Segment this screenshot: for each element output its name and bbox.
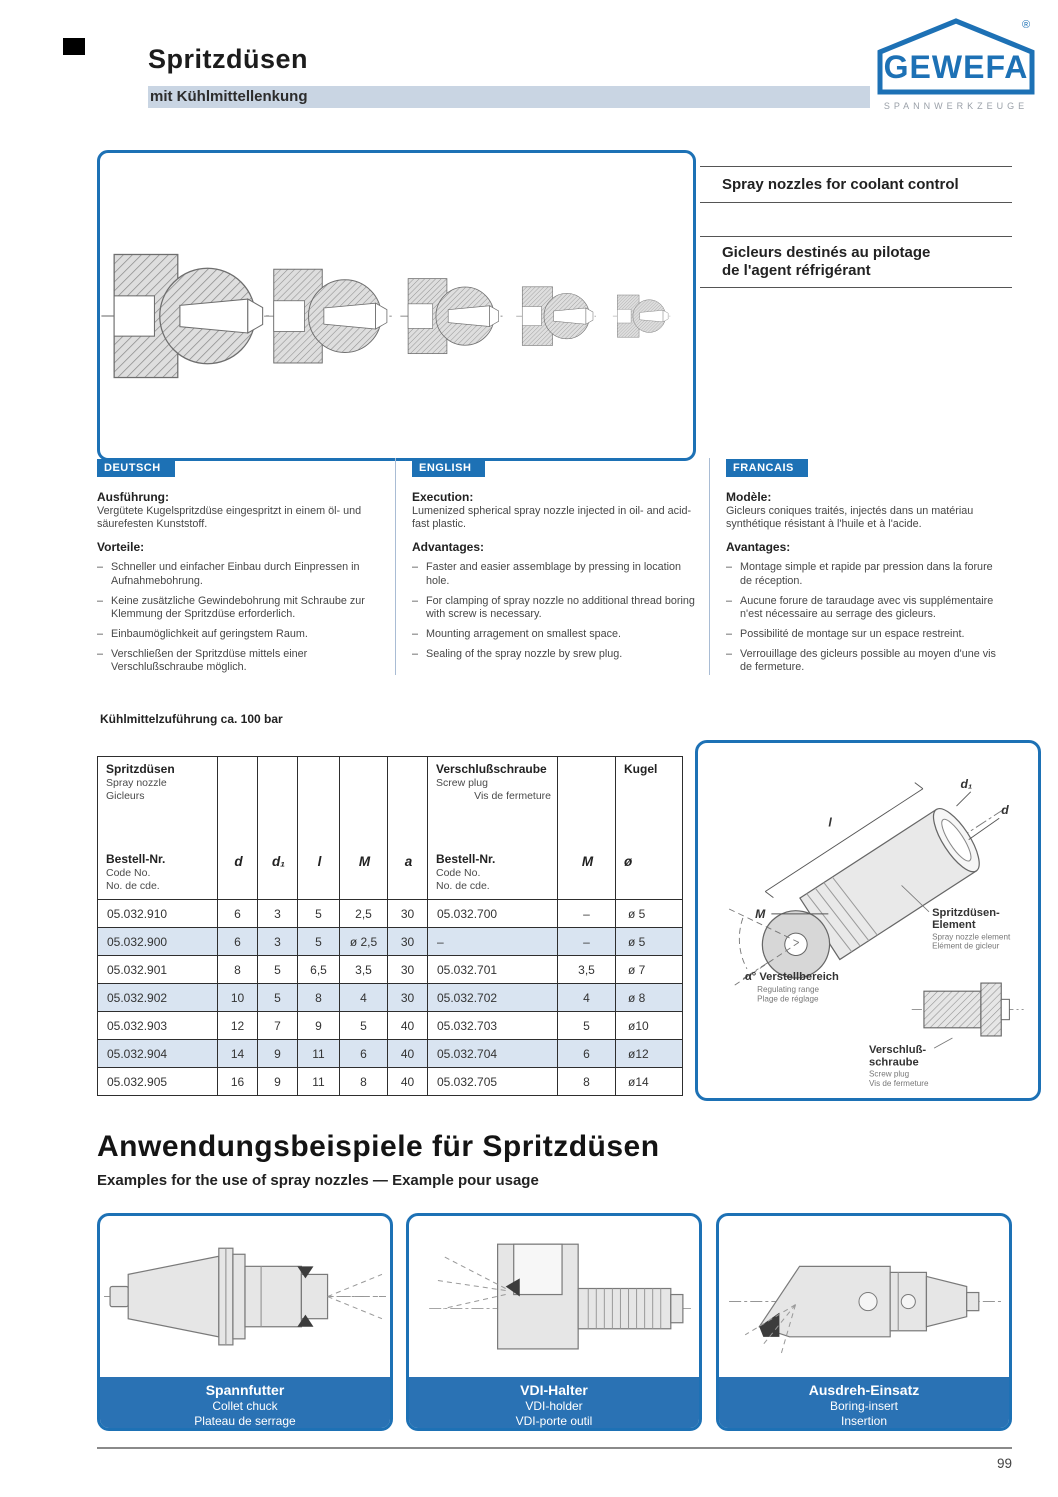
col-header-text: Code No. [106, 866, 151, 879]
list-item [726, 595, 999, 621]
table-cell: 40 [388, 1040, 428, 1068]
list-item [97, 628, 381, 641]
col-header-screw-m: M [558, 757, 616, 900]
language-column-francais [709, 458, 1013, 675]
exec-heading: Execution: [412, 490, 474, 504]
element-sub1: Spray nozzle element [932, 932, 1011, 942]
list-item [726, 648, 999, 674]
col-header-text: No. de cde. [436, 879, 490, 892]
adv-heading: Advantages: [412, 540, 485, 555]
nozzle-cross-sections-drawing [100, 153, 693, 458]
table-cell: 40 [388, 1068, 428, 1096]
plug-sub2: Vis de fermeture [869, 1078, 929, 1088]
bullet-dash: – [726, 648, 733, 661]
page-title: Spritzdüsen [148, 44, 309, 74]
table-cell: 2,5 [340, 900, 388, 928]
table-row [98, 956, 683, 984]
bullet-dash: – [726, 628, 733, 641]
d1-leader-line [956, 792, 970, 806]
caption-line3: Insertion [840, 1413, 888, 1428]
table-cell: 05.032.705 [428, 1068, 558, 1096]
bullet-text: Montage simple et rapide par pression dans la forure de réception. [740, 561, 993, 587]
bullet-text: Aucune forure de taraudage avec vis supplémentaire n'est nécessaire au serrage des gicleurs. [740, 594, 994, 620]
col-header-text: Kugel [624, 762, 658, 776]
plug-leader-line [934, 1038, 952, 1048]
table-cell: – [428, 928, 558, 956]
element-label-line1: Spritzdüsen- [932, 906, 1000, 919]
list-item [726, 628, 999, 641]
list-item [412, 628, 695, 641]
caption-line2: VDI-holder [525, 1398, 583, 1413]
bullet-dash: – [412, 648, 419, 661]
exec-heading: Modèle: [726, 490, 772, 504]
list-item [97, 648, 381, 674]
col-header-l: l [298, 757, 340, 900]
bullet-dash: – [726, 561, 733, 574]
table-cell: 3 [258, 900, 298, 928]
table-cell: ø 5 [616, 928, 683, 956]
col-header-text: Vis de fermeture [474, 790, 551, 803]
dim-label-m: M [755, 906, 766, 921]
bullet-dash: – [97, 648, 104, 661]
spec-table [97, 756, 683, 1096]
bullet-dash: – [412, 628, 419, 641]
example-box-ausdreh-einsatz [716, 1213, 1012, 1431]
caption-title: VDI-Halter [520, 1382, 588, 1399]
table-cell: 14 [218, 1040, 258, 1068]
table-cell: 5 [558, 1012, 616, 1040]
bullet-text: Verrouillage des gicleurs possible au moyen d'une vis de fermeture. [740, 648, 996, 674]
heading-french-line1: Gicleurs destinés au pilotage [722, 244, 931, 261]
col-header-screw-order [428, 757, 558, 900]
nozzle-size-5-drawing [613, 295, 670, 337]
vdi-holder-graphic [409, 1216, 699, 1377]
col-header-text: Bestell-Nr. [436, 851, 496, 866]
element-label-line2: Element [932, 919, 976, 932]
table-cell: 05.032.902 [98, 984, 218, 1012]
range-sub2: Plage de réglage [757, 994, 819, 1004]
table-cell: 8 [218, 956, 258, 984]
table-cell: ø 7 [616, 956, 683, 984]
collet-chuck-drawing [100, 1216, 390, 1377]
table-cell: 9 [258, 1068, 298, 1096]
exec-text: Gicleurs coniques traités, injectés dans un matériau synthétique résistant à l'huile et à l'acide. [726, 505, 974, 531]
bullet-text: Possibilité de montage sur un espace restreint. [740, 628, 965, 641]
gewefa-logo-graphic [874, 12, 1038, 114]
bullet-dash: – [97, 561, 104, 574]
table-cell: 05.032.904 [98, 1040, 218, 1068]
list-item [726, 561, 999, 587]
dim-label-d1: d₁ [960, 776, 973, 791]
bullet-dash: – [97, 594, 104, 607]
bullet-text: Schneller und einfacher Einbau durch Einpressen in Aufnahmebohrung. [111, 561, 360, 587]
table-cell: 30 [388, 984, 428, 1012]
table-cell: 30 [388, 900, 428, 928]
plug-label-line1: Verschluß- [869, 1044, 927, 1057]
plug-label-line2: schraube [869, 1056, 919, 1069]
table-cell: 16 [218, 1068, 258, 1096]
table-cell: 7 [258, 1012, 298, 1040]
table-cell: 8 [340, 1068, 388, 1096]
table-row [98, 928, 683, 956]
nozzle-drawing-panel [97, 150, 696, 461]
table-row [98, 984, 683, 1012]
boring-insert-drawing [719, 1216, 1009, 1377]
footer-rule [97, 1447, 1012, 1449]
table-cell: 11 [298, 1068, 340, 1096]
col-header-text: Bestell-Nr. [106, 851, 166, 866]
caption-line3: VDI-porte outil [515, 1413, 593, 1428]
table-cell: 4 [340, 984, 388, 1012]
bullet-dash: – [97, 628, 104, 641]
caption-line2: Collet chuck [212, 1398, 278, 1413]
caption-line3: Plateau de serrage [194, 1413, 296, 1428]
bullet-text: Mounting arragement on smallest space. [426, 628, 622, 641]
bullet-dash: – [726, 594, 733, 607]
table-row [98, 1012, 683, 1040]
table-cell: 05.032.905 [98, 1068, 218, 1096]
table-cell: ø 8 [616, 984, 683, 1012]
caption-title: Spannfutter [205, 1382, 285, 1399]
list-item [412, 561, 695, 587]
bullet-text: For clamping of spray nozzle no additional thread boring with screw is necessary. [426, 594, 695, 620]
spec-table-body [98, 900, 683, 1096]
table-cell: 05.032.701 [428, 956, 558, 984]
registered-mark: ® [1022, 19, 1031, 31]
table-cell: 05.032.903 [98, 1012, 218, 1040]
table-cell: – [558, 900, 616, 928]
table-cell: 9 [298, 1012, 340, 1040]
caption-title: Ausdreh-Einsatz [808, 1382, 920, 1399]
range-sub1: Regulating range [757, 985, 820, 995]
language-column-deutsch [97, 458, 395, 675]
col-header-a: a [388, 757, 428, 900]
nozzle-element-diagram [698, 743, 1038, 1098]
page-subtitle: mit Kühlmittellenkung [150, 88, 308, 105]
nozzle-size-3-drawing [400, 279, 502, 354]
table-cell: ø14 [616, 1068, 683, 1096]
nozzle-size-1-drawing [101, 254, 269, 377]
pressure-note: Kühlmittelzuführung ca. 100 bar [100, 712, 283, 726]
heading-french-line2: de l'agent réfrigérant [722, 262, 871, 279]
col-header-d1: d₁ [258, 757, 298, 900]
table-cell: 05.032.901 [98, 956, 218, 984]
table-row [98, 900, 683, 928]
table-cell: 10 [218, 984, 258, 1012]
table-cell: 05.032.700 [428, 900, 558, 928]
dim-label-d: d [1001, 803, 1009, 818]
table-cell: 05.032.702 [428, 984, 558, 1012]
nozzle-size-4-drawing [516, 287, 596, 346]
collet-chuck-graphic [100, 1216, 390, 1377]
example-box-spannfutter [97, 1213, 393, 1431]
vdi-holder-drawing [409, 1216, 699, 1377]
subtitle-bar [148, 86, 870, 108]
language-columns [97, 458, 1013, 675]
table-cell: 6 [218, 928, 258, 956]
table-cell: 5 [340, 1012, 388, 1040]
dim-tick [915, 783, 923, 789]
adv-heading: Avantages: [726, 540, 791, 555]
corner-marker [63, 38, 85, 55]
caption-spannfutter [100, 1377, 390, 1431]
table-cell: 3 [258, 928, 298, 956]
col-header-d: d [218, 757, 258, 900]
table-row [98, 1068, 683, 1096]
dim-tick [765, 892, 773, 898]
col-header-text: Spritzdüsen [106, 762, 175, 776]
col-header-text: Gicleurs [106, 790, 145, 803]
table-cell: 3,5 [340, 956, 388, 984]
table-cell: 6 [558, 1040, 616, 1068]
table-cell: 40 [388, 1012, 428, 1040]
col-header-text: Code No. [436, 866, 481, 879]
nozzle-element-diagram-panel [695, 740, 1041, 1101]
col-header-nozzle-order [98, 757, 218, 900]
table-cell: ø12 [616, 1040, 683, 1068]
exec-heading: Ausführung: [97, 490, 169, 504]
table-cell: 05.032.703 [428, 1012, 558, 1040]
table-cell: 5 [298, 928, 340, 956]
table-cell: 8 [298, 984, 340, 1012]
element-sub2: Elément de gicleur [932, 941, 1000, 951]
examples-subtitle: Examples for the use of spray nozzles — Example pour usage [97, 1172, 539, 1189]
nozzle-size-2-drawing [264, 269, 392, 363]
table-cell: ø 2,5 [340, 928, 388, 956]
exec-text: Lumenized spherical spray nozzle injected in oil- and acid-fast plastic. [412, 505, 692, 531]
table-cell: ø10 [616, 1012, 683, 1040]
list-item [412, 595, 695, 621]
language-column-english [395, 458, 709, 675]
table-cell: 5 [258, 956, 298, 984]
table-cell: 6,5 [298, 956, 340, 984]
table-cell: 12 [218, 1012, 258, 1040]
col-header-kugel: Kugel ø [616, 757, 683, 900]
table-cell: 4 [558, 984, 616, 1012]
screw-plug-drawing [912, 983, 1024, 1036]
col-header-m: M [340, 757, 388, 900]
col-header-text: Screw plug [436, 777, 488, 789]
table-cell: 9 [258, 1040, 298, 1068]
table-cell: 11 [298, 1040, 340, 1068]
exec-text: Vergütete Kugelspritzdüse eingespritzt in einem öl- und säurefesten Kunststoff. [97, 505, 362, 531]
adv-heading: Vorteile: [97, 540, 145, 555]
table-cell: – [558, 928, 616, 956]
boring-insert-graphic [719, 1216, 1009, 1377]
gewefa-logo [874, 12, 1038, 114]
spec-table-header [98, 757, 683, 900]
heading-french [700, 236, 1012, 288]
table-cell: 6 [340, 1040, 388, 1068]
dim-label-l: l [828, 815, 832, 830]
bullet-dash: – [412, 594, 419, 607]
table-cell: 5 [258, 984, 298, 1012]
logo-wordmark: GEWEFA [883, 49, 1029, 85]
col-header-text: Spray nozzle [106, 777, 167, 789]
table-cell: 6 [218, 900, 258, 928]
list-item [412, 648, 695, 661]
list-item [97, 561, 381, 587]
bullet-dash: – [412, 561, 419, 574]
bullet-text: Verschließen der Spritzdüse mittels einer Verschlußschraube möglich. [111, 648, 308, 674]
table-cell: 30 [388, 928, 428, 956]
example-box-vdi-halter [406, 1213, 702, 1431]
table-row [98, 1040, 683, 1068]
table-cell: 8 [558, 1068, 616, 1096]
examples-title: Anwendungsbeispiele für Spritzdüsen [97, 1130, 660, 1163]
table-cell: 05.032.704 [428, 1040, 558, 1068]
bullet-text: Sealing of the spray nozzle by srew plug. [426, 648, 623, 661]
logo-tagline: SPANNWERKZEUGE [883, 101, 1029, 111]
bullet-text: Einbaumöglichkeit auf geringstem Raum. [111, 628, 308, 641]
caption-line2: Boring-insert [829, 1398, 899, 1413]
plug-sub1: Screw plug [869, 1069, 910, 1079]
heading-english: Spray nozzles for coolant control [700, 166, 1012, 203]
language-tag-francais: FRANCAIS [726, 459, 808, 477]
list-item [97, 595, 381, 621]
caption-ausdreh-einsatz [719, 1377, 1009, 1431]
col-header-text: No. de cde. [106, 879, 160, 892]
table-cell: 5 [298, 900, 340, 928]
range-label: α° Verstellbereich [744, 971, 839, 984]
bullet-text: Keine zusätzliche Gewindebohrung mit Schraube zur Klemmung der Spritzdüse erforderlich. [111, 594, 365, 620]
page-number: 99 [996, 1456, 1012, 1471]
col-header-text: Verschlußschraube [436, 762, 547, 776]
bullet-text: Faster and easier assemblage by pressing in location hole. [426, 561, 682, 587]
language-tag-deutsch: DEUTSCH [97, 459, 175, 477]
table-cell: ø 5 [616, 900, 683, 928]
table-cell: 05.032.900 [98, 928, 218, 956]
table-cell: 05.032.910 [98, 900, 218, 928]
caption-vdi-halter [409, 1377, 699, 1431]
table-cell: 3,5 [558, 956, 616, 984]
table-cell: 30 [388, 956, 428, 984]
language-tag-english: ENGLISH [412, 459, 485, 477]
